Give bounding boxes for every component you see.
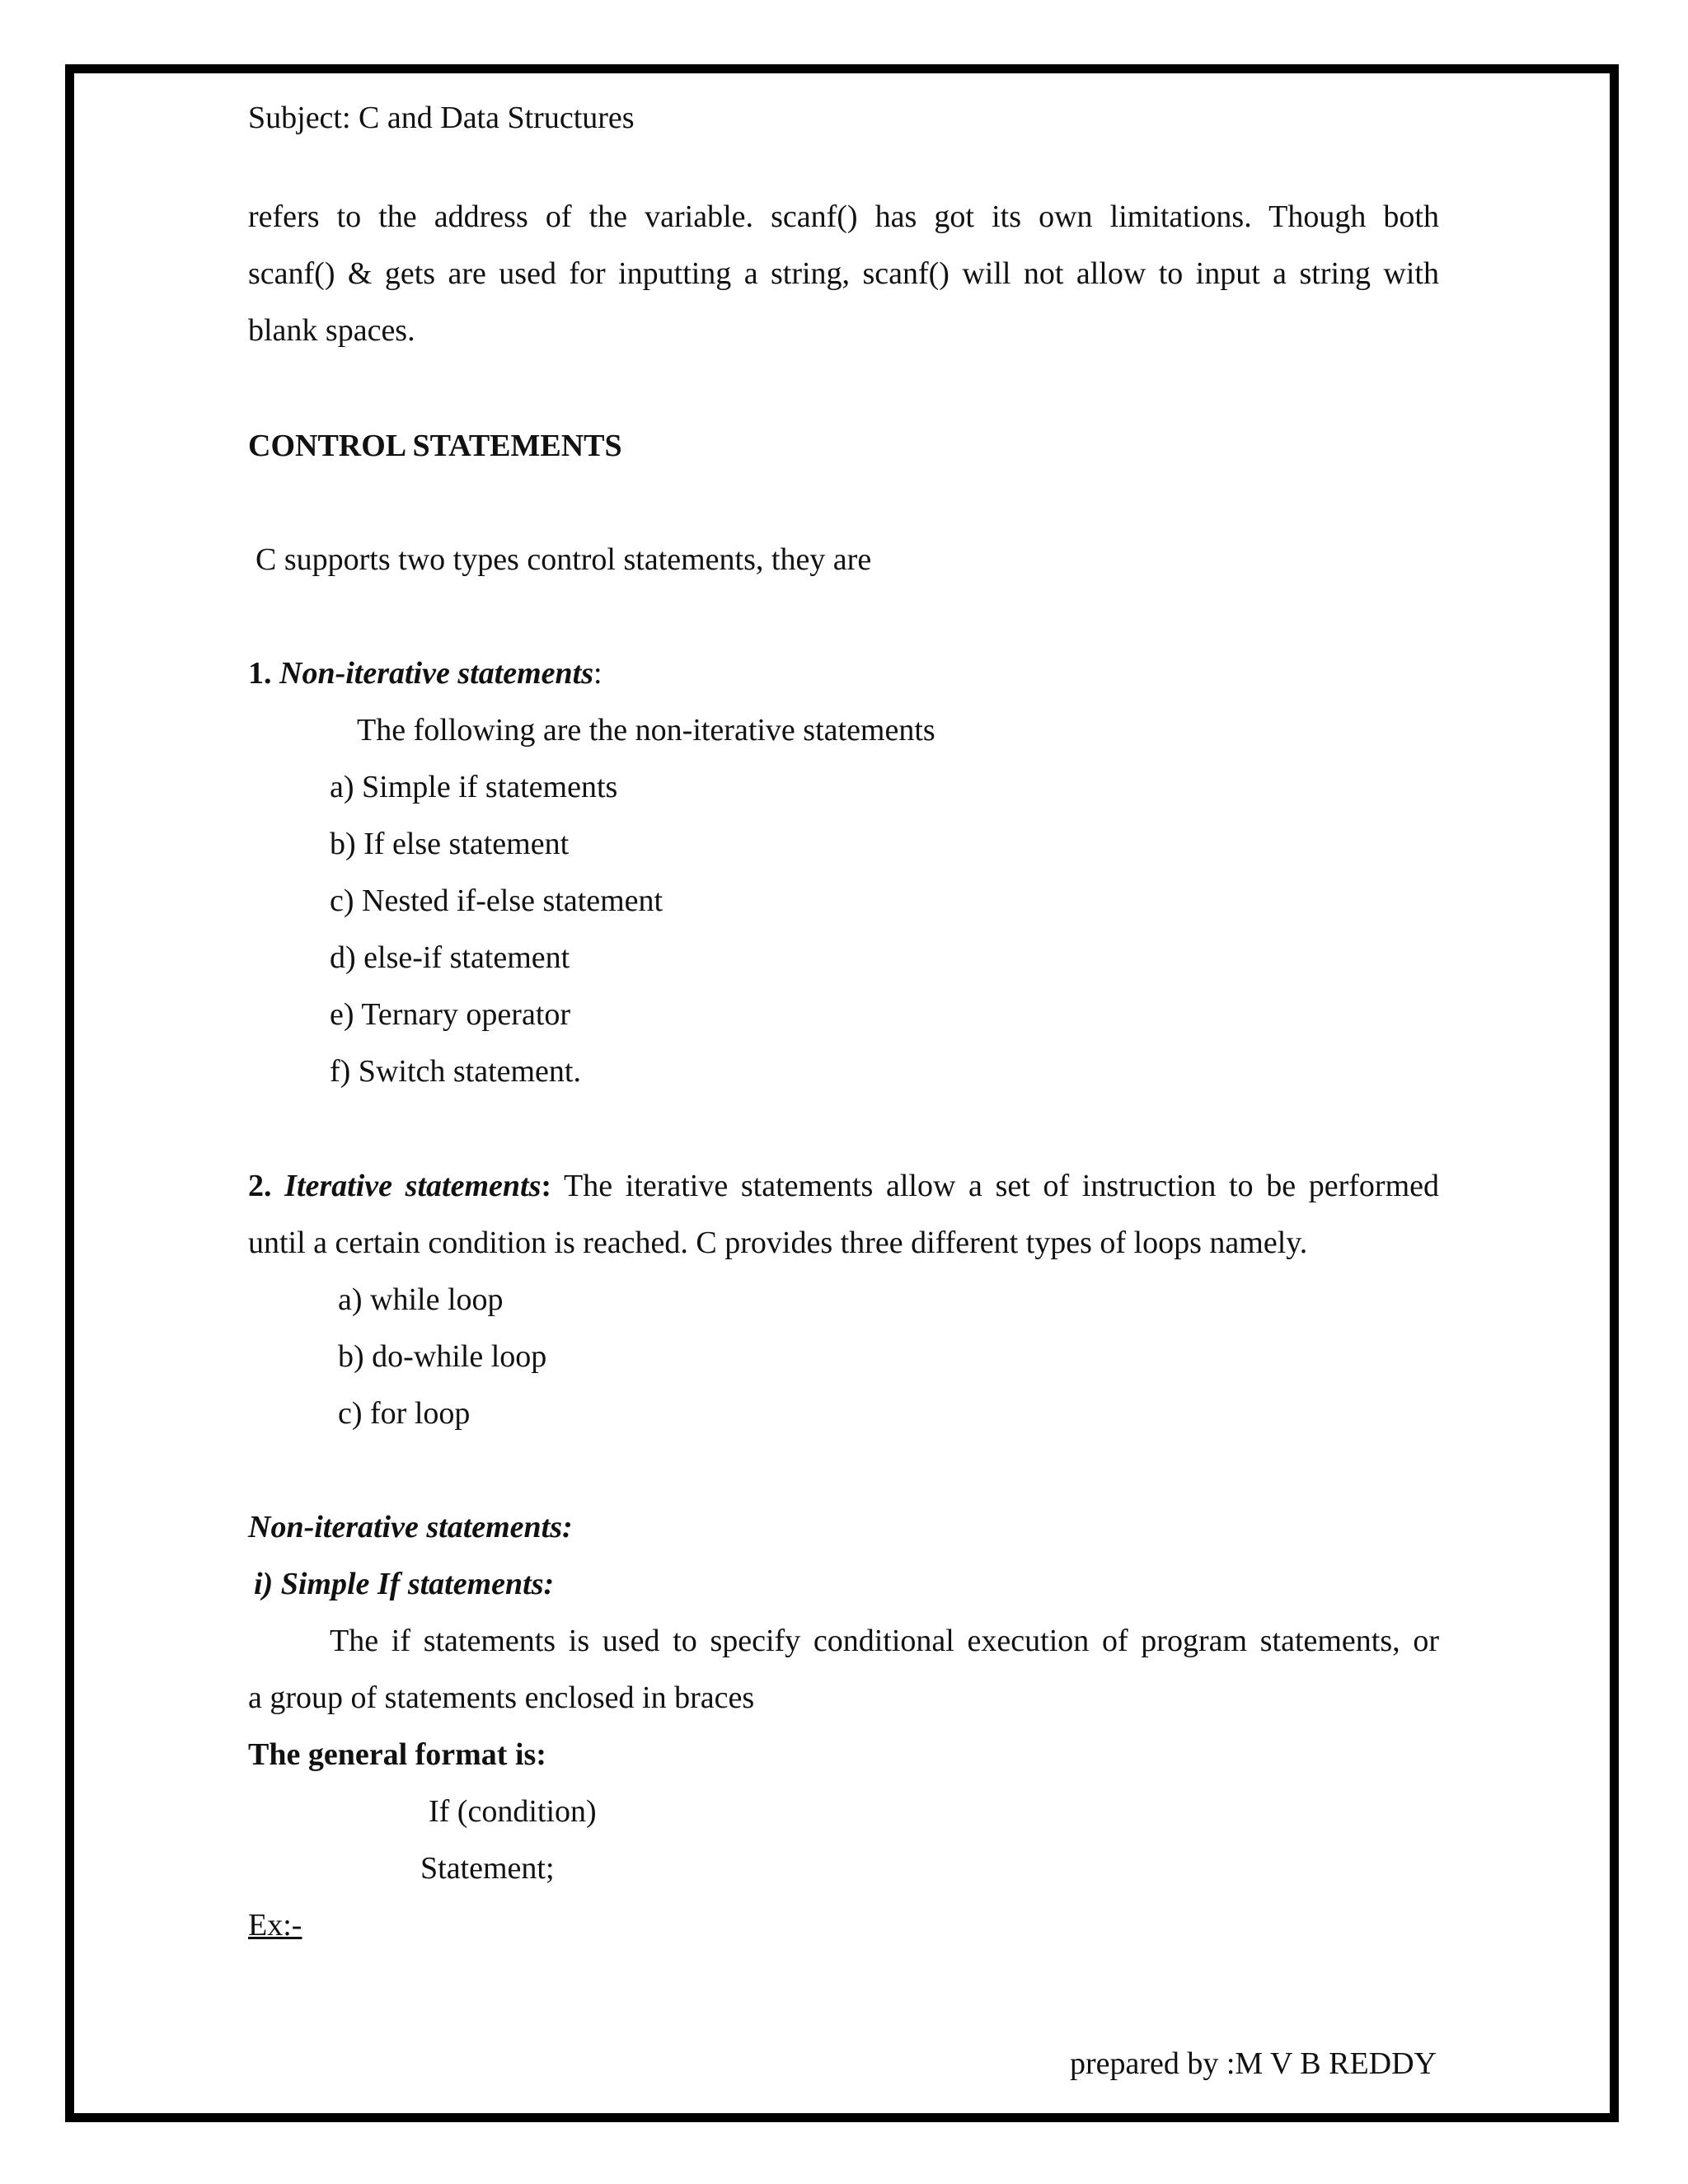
non-iterative-heading: Non-iterative statements: bbox=[248, 1510, 573, 1544]
list-item: c) Nested if-else statement bbox=[330, 883, 663, 918]
format-label: The general format is: bbox=[248, 1737, 546, 1772]
simple-if-line-1: The if statements is used to specify conditional execution of program statements, or bbox=[330, 1624, 1439, 1658]
non-iterative-title: Non-iterative statements bbox=[279, 656, 594, 691]
list-item: a) Simple if statements bbox=[330, 770, 618, 804]
list-item: b) do-while loop bbox=[338, 1339, 547, 1374]
intro-line-1: refers to the address of the variable. scanf() has got its own limitations. Though both bbox=[248, 199, 1439, 234]
list-item: b) If else statement bbox=[330, 827, 570, 861]
non-iterative-colon: : bbox=[593, 656, 603, 691]
simple-if-line-2: a group of statements enclosed in braces bbox=[248, 1680, 755, 1715]
prepared-by-footer: prepared by :M V B REDDY bbox=[1069, 2046, 1437, 2081]
non-iterative-intro bbox=[248, 654, 603, 692]
non-iterative-number: 1. bbox=[248, 656, 272, 691]
iterative-title: Iterative statements bbox=[284, 1169, 542, 1203]
intro-line-3: blank spaces. bbox=[248, 313, 415, 348]
list-item: a) while loop bbox=[338, 1282, 504, 1317]
intro-line-2: scanf() & gets are used for inputting a string, scanf() will not allow to input a string with bbox=[248, 256, 1439, 291]
iterative-colon: : bbox=[541, 1169, 552, 1203]
iterative-number: 2. bbox=[248, 1169, 272, 1203]
iterative-text-1: The iterative statements allow a set of instruction to be performed bbox=[551, 1169, 1439, 1203]
list-item: d) else-if statement bbox=[330, 940, 570, 975]
format-line-1: If (condition) bbox=[429, 1794, 597, 1829]
section-title: CONTROL STATEMENTS bbox=[248, 429, 622, 463]
list-item: e) Ternary operator bbox=[330, 997, 571, 1032]
simple-if-heading: i) Simple If statements: bbox=[254, 1567, 555, 1601]
iterative-intro-line-2: until a certain condition is reached. C provides three different types of loops namely. bbox=[248, 1226, 1308, 1260]
page-border-inner bbox=[73, 72, 1611, 2115]
non-iterative-lead: The following are the non-iterative statements bbox=[357, 713, 935, 748]
format-line-2: Statement; bbox=[420, 1851, 555, 1886]
list-item: c) for loop bbox=[338, 1396, 471, 1431]
iterative-intro-line-1 bbox=[248, 1167, 1439, 1205]
example-label: Ex:- bbox=[248, 1908, 302, 1943]
supports-text: C supports two types control statements, they are bbox=[256, 542, 872, 577]
subject-header: Subject: C and Data Structures bbox=[248, 101, 635, 135]
list-item: f) Switch statement. bbox=[330, 1054, 581, 1089]
